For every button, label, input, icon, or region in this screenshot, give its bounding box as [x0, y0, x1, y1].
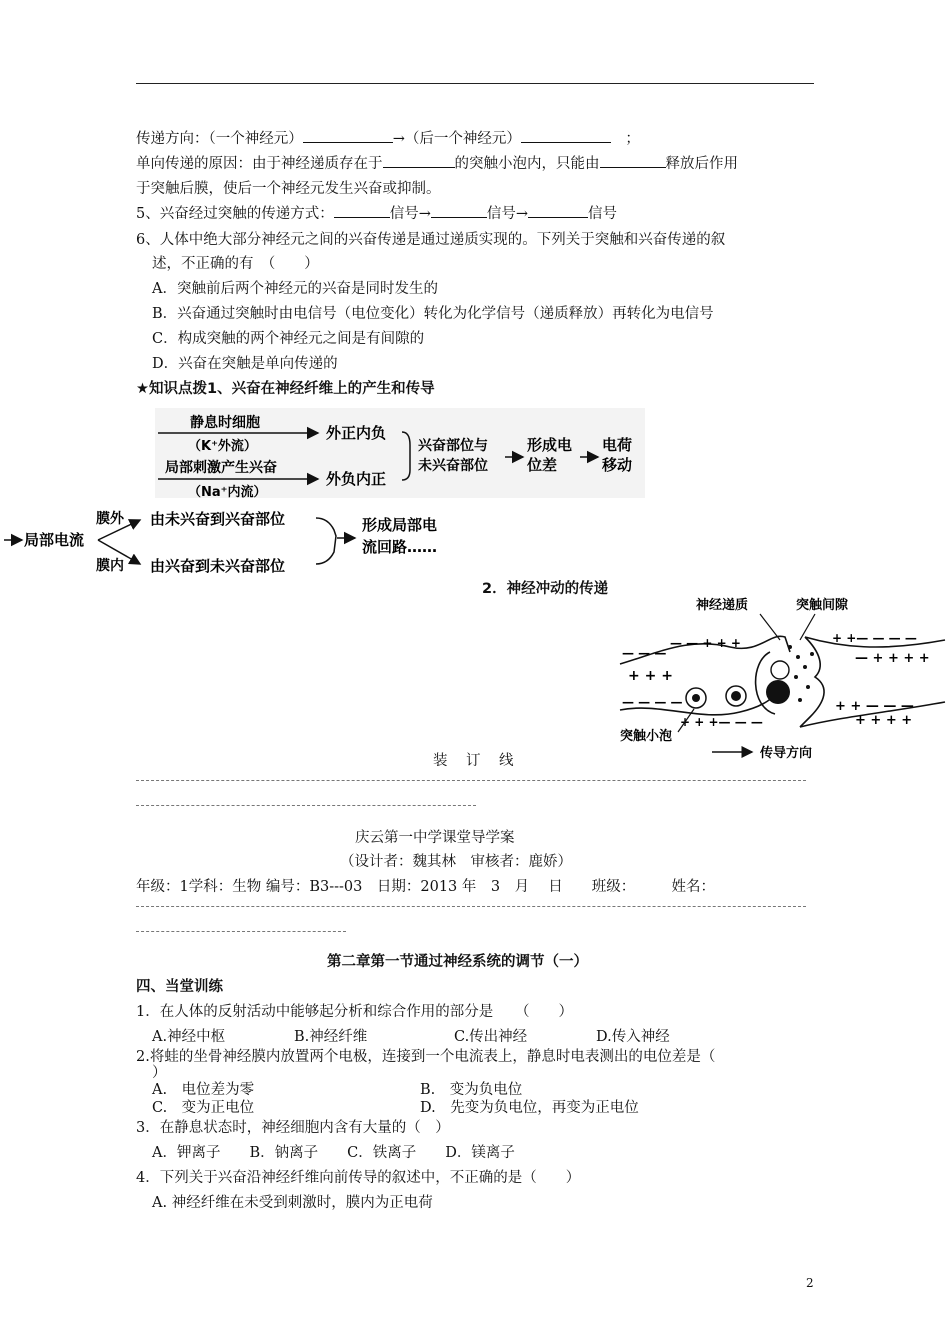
q2-option-b: B. 变为负电位	[420, 1082, 523, 1098]
q6-option-b: B．兴奋通过突触时由电信号（电位变化）转化为化学信号（递质释放）再转化为电信号	[152, 306, 714, 322]
chapter-title: 第二章第一节通过神经系统的调节（一）	[327, 954, 588, 970]
direction-label: 传导方向	[760, 746, 813, 761]
school-title: 庆云第一中学课堂导学案	[355, 830, 515, 846]
transmitter-dot	[798, 698, 802, 702]
transmitter-dot	[803, 665, 807, 669]
un-to-exc-label: 由未兴奋到兴奋部位	[150, 510, 286, 528]
transmitter-dot	[810, 652, 814, 656]
move-label: 移动	[602, 456, 633, 474]
transmitter-dot	[806, 685, 810, 689]
bracket	[402, 432, 410, 480]
charge-signs: + + +— — —	[680, 715, 763, 729]
q6-stem: 6、人体中绝大部分神经元之间的兴奋传递是通过递质实现的。下列关于突触和兴奋传递的叙	[136, 232, 726, 248]
out-pos-in-neg: 外正内负	[326, 424, 387, 442]
dashed-divider	[136, 906, 806, 907]
q3-options: A．钾离子 B．钠离子 C．铁离子 D．镁离子	[152, 1145, 515, 1161]
charge-signs: + + +	[628, 668, 673, 684]
question-1: 1．在人体的反射活动中能够起分析和综合作用的部分是 （ ）	[136, 1004, 573, 1020]
charge-signs: + +— — — —	[832, 631, 917, 645]
out-neg-in-pos: 外负内正	[326, 470, 387, 488]
q1-option-c: C.传出神经	[454, 1029, 528, 1045]
charge-label: 电荷	[602, 436, 633, 454]
form-loop-label-1: 形成局部电	[362, 516, 438, 534]
local-current-label: 局部电流	[24, 531, 85, 549]
membrane-out-label: 膜外	[96, 511, 124, 527]
synapse-diagram	[600, 592, 950, 767]
charge-signs: + + — — —	[835, 699, 914, 714]
question-2-end: ）	[152, 1065, 167, 1081]
transmitter-dot	[794, 675, 798, 679]
vesicle-content	[692, 694, 700, 702]
designer-line: （设计者：魏其林 审核者：鹿娇）	[340, 854, 572, 870]
blank[interactable]	[431, 203, 487, 218]
transmitter-dot	[796, 655, 800, 659]
charge-signs: + + + +	[855, 713, 913, 728]
q2-option-c: C. 变为正电位	[152, 1100, 255, 1116]
header-rule	[136, 83, 814, 84]
q1-option-a: A.神经中枢	[152, 1029, 226, 1045]
q2-option-a: A. 电位差为零	[152, 1082, 255, 1098]
q1-option-d: D.传入神经	[596, 1029, 670, 1045]
direction-line: 传递方向：（一个神经元） →（后一个神经元） ；	[136, 127, 640, 148]
membrane-in-label: 膜内	[96, 558, 124, 574]
section-title: 四、当堂训练	[136, 979, 223, 995]
vesicle	[771, 661, 789, 679]
dashed-divider	[136, 805, 476, 806]
exc-to-un-label: 由兴奋到未兴奋部位	[150, 557, 286, 575]
local-stim-label: 局部刺激产生兴奋	[165, 460, 277, 476]
excitation-flowchart	[0, 400, 660, 585]
question-3: 3．在静息状态时，神经细胞内含有大量的（ ）	[136, 1120, 450, 1136]
question-2: 2.将蛙的坐骨神经膜内放置两个电极，连接到一个电流表上，静息时电表测出的电位差是（	[136, 1049, 716, 1065]
dashed-divider	[136, 931, 346, 932]
q6-option-c: C．构成突触的两个神经元之间是有间隙的	[152, 331, 425, 347]
cleft-label: 突触间隙	[796, 598, 849, 613]
form-pot-label: 形成电	[527, 436, 573, 454]
reason-line-2: 于突触后膜，使后一个神经元发生兴奋或抑制。	[136, 181, 441, 197]
q6-option-a: A．突触前后两个神经元的兴奋是同时发生的	[152, 281, 438, 297]
blank[interactable]	[528, 203, 588, 218]
exc-part-label: 兴奋部位与	[418, 438, 488, 454]
postsynaptic-membrane	[800, 637, 824, 727]
dashed-divider	[136, 780, 806, 781]
blank[interactable]	[303, 128, 393, 143]
rest-label: 静息时细胞	[190, 415, 260, 431]
knowledge-title: ★知识点拨1、兴奋在神经纤维上的产生和传导	[136, 381, 435, 397]
bracket	[316, 518, 336, 564]
charge-signs: — + + + +	[855, 651, 930, 666]
charge-signs: — — — —	[622, 695, 683, 709]
vesicle-label: 突触小泡	[620, 729, 673, 744]
na-in-label: （Na⁺内流）	[188, 485, 267, 500]
charge-signs: — — —	[622, 646, 667, 660]
page-number: 2	[806, 1276, 814, 1290]
transmitter-label: 神经递质	[696, 598, 749, 613]
pointer	[800, 614, 815, 640]
blank[interactable]	[521, 128, 611, 143]
question-4: 4．下列关于兴奋沿神经纤维向前传导的叙述中，不正确的是（ ）	[136, 1170, 581, 1186]
q5-line: 5、兴奋经过突触的传递方式： 信号→ 信号→ 信号	[136, 202, 617, 223]
form-loop-label-2: 流回路……	[362, 538, 438, 556]
vesicle-content	[731, 691, 741, 701]
info-line: 年级：1学科：生物 编号：B3---03 日期：2013 年 3 月 日 班级： 姓名：	[136, 879, 715, 895]
charge-signs: — — + + +	[670, 636, 741, 650]
k-out-label: （K⁺外流）	[188, 439, 257, 454]
q2-option-d: D. 先变为负电位，再变为正电位	[420, 1100, 639, 1116]
pot-diff-label: 位差	[527, 456, 558, 474]
unexc-part-label: 未兴奋部位	[418, 458, 488, 474]
blank[interactable]	[600, 153, 666, 168]
q6-option-d: D．兴奋在突触是单向传递的	[152, 356, 338, 372]
synapse-title: 2．神经冲动的传递	[482, 581, 609, 597]
q4-option-a: A. 神经纤维在未受到刺激时，膜内为正电荷	[152, 1195, 433, 1211]
q6-stem-2: 述，不正确的有 （ ）	[152, 256, 319, 272]
vesicle	[766, 680, 790, 704]
reason-line: 单向传递的原因：由于神经递质存在于 的突触小泡内，只能由 释放后作用	[136, 152, 738, 173]
blank[interactable]	[383, 153, 455, 168]
binding-line-label: 装 订 线	[433, 753, 516, 769]
q1-option-b: B.神经纤维	[294, 1029, 368, 1045]
transmitter-dot	[788, 645, 792, 649]
blank[interactable]	[334, 203, 390, 218]
